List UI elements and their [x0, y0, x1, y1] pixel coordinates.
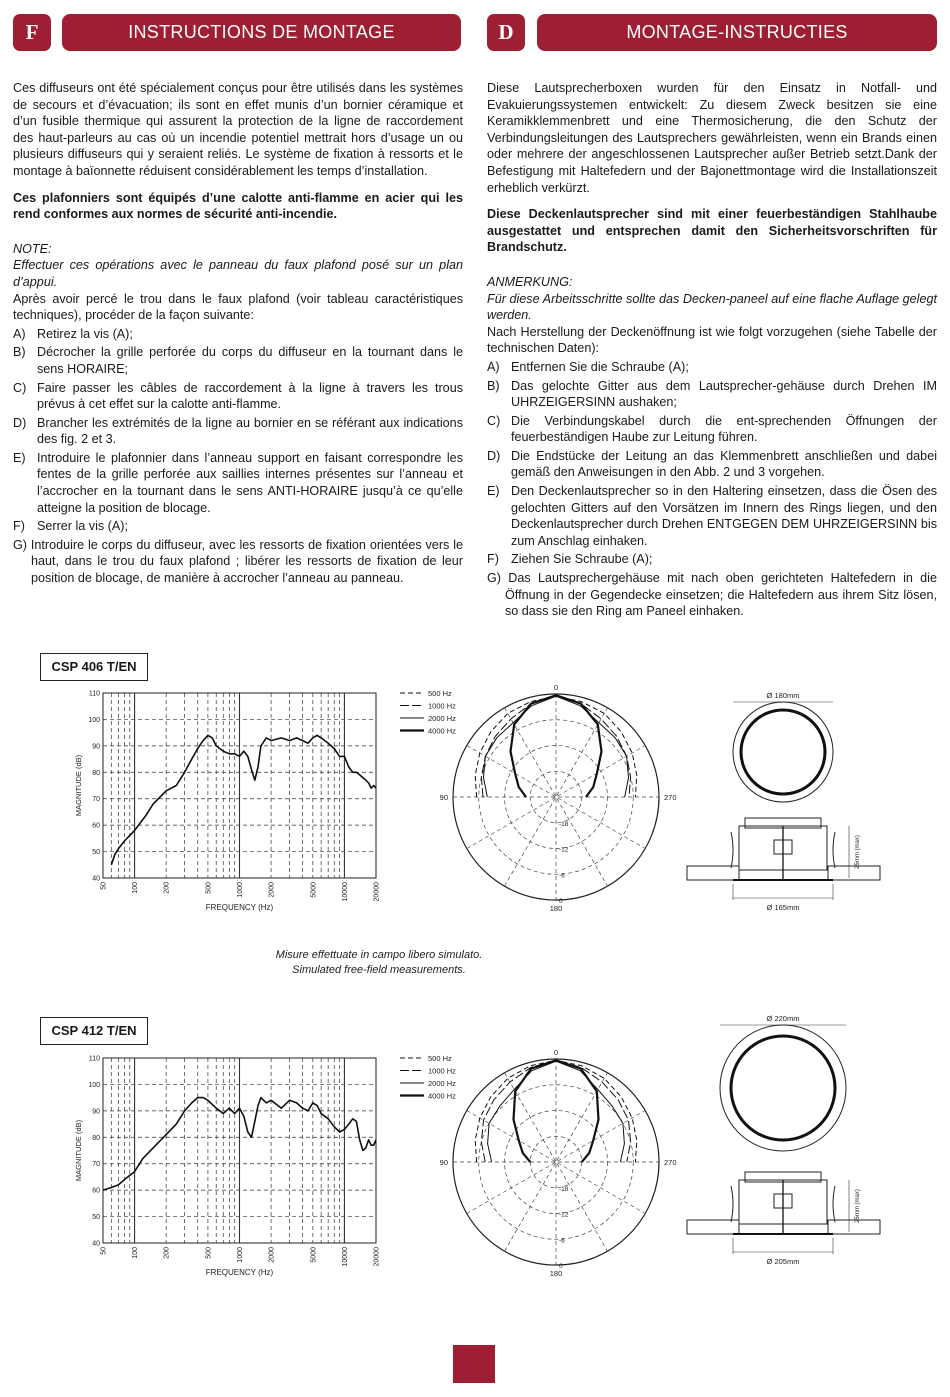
- angle-label: 90: [439, 1158, 448, 1167]
- x-tick-label: 5000: [310, 882, 318, 898]
- step-item: B) Das gelochte Gitter aus dem Lautsprecher-gehäuse durch Drehen IM UHRZEIGERSINN aushaken;: [487, 378, 937, 410]
- model-label: CSP 412 T/EN: [40, 1017, 148, 1045]
- legend-label: 500 Hz: [428, 689, 452, 698]
- step-item: B) Décrocher la grille perforée du corps du diffuseur en la tournant dans le sens HORAIRE;: [13, 345, 463, 376]
- radial-label: -6: [559, 872, 565, 880]
- y-axis-label: MAGNITUDE (dB): [74, 754, 83, 817]
- legend-entry: [400, 714, 456, 723]
- radial-label: -12: [559, 1211, 569, 1219]
- section-letter-de: D: [487, 14, 525, 51]
- speaker-outer-ring: [733, 702, 833, 802]
- angle-label: 180: [549, 904, 563, 913]
- frequency-response-line: [111, 735, 376, 865]
- angle-label: 0: [553, 683, 559, 692]
- y-tick-label: 90: [92, 743, 100, 751]
- model-label: CSP 406 T/EN: [40, 653, 148, 681]
- y-tick-label: 80: [92, 1134, 100, 1142]
- spring-right: [833, 1186, 835, 1222]
- x-tick-label: 20000: [373, 882, 381, 902]
- legend-entry: [400, 1054, 452, 1063]
- procedure-lead: Nach Herstellung der Deckenöffnung ist wie folgt vorzugehen (siehe Tabelle der technischen Daten):: [487, 324, 937, 356]
- legend-entry: [400, 1092, 456, 1101]
- step-item: F) Serrer la vis (A);: [13, 519, 128, 534]
- x-tick-label: 500: [205, 882, 213, 894]
- legend-entry: [400, 689, 452, 698]
- legend-label: 2000 Hz: [428, 1079, 456, 1088]
- step-item: E) Den Deckenlautsprecher so in den Haltering einsetzen, dass die Ösen des gelochten Gitters auf den Vorsätzen im Innern des Rings liegen, und den Deckenlautsprecher durch Drehen ENTGEGEN DEM UHRZEIGERSINN bis zum Anschlag einhaken.: [487, 484, 937, 548]
- speaker-outer-ring: [720, 1025, 846, 1151]
- step-item: A) Entfernen Sie die Schraube (A);: [487, 359, 689, 374]
- y-tick-label: 40: [92, 1240, 100, 1248]
- y-tick-label: 100: [88, 716, 100, 724]
- y-tick-label: 80: [92, 769, 100, 777]
- radial-label: -18: [559, 1185, 569, 1193]
- x-axis-label: FREQUENCY (Hz): [205, 903, 274, 912]
- x-tick-label: 2000: [268, 882, 276, 898]
- legend-label: 500 Hz: [428, 1054, 452, 1063]
- depth-label: 25mm (max): [855, 835, 861, 869]
- x-tick-label: 2000: [268, 1247, 276, 1263]
- note-label: ANMERKUNG:: [487, 274, 573, 289]
- speaker-inner-ring: [731, 1036, 835, 1140]
- y-tick-label: 70: [92, 796, 100, 804]
- y-tick-label: 100: [88, 1081, 100, 1089]
- x-axis-label: FREQUENCY (Hz): [205, 1268, 274, 1277]
- radial-label: -6: [559, 1237, 565, 1245]
- radial-label: -12: [559, 846, 569, 854]
- ceiling-panel-left: [687, 1220, 739, 1234]
- x-tick-label: 50: [100, 1247, 108, 1255]
- step-item: C) Die Verbindungskabel durch die ent-sprechenden Öffnungen der feuerbeständigen Haube zur Leitung führen.: [487, 413, 937, 445]
- ceiling-panel-left: [687, 866, 739, 880]
- speaker-inner-ring: [741, 710, 825, 794]
- legend-entry: [400, 702, 456, 711]
- diameter-label: Ø 180mm: [766, 691, 800, 700]
- legend-entry: [400, 727, 456, 736]
- x-tick-label: 100: [132, 1247, 140, 1259]
- angle-label: 0: [553, 1048, 559, 1057]
- diameter-label: Ø 220mm: [766, 1014, 800, 1023]
- x-tick-label: 200: [163, 1247, 171, 1259]
- spring-right: [833, 832, 835, 868]
- angle-label: 180: [549, 1269, 563, 1278]
- x-tick-label: 1000: [237, 882, 244, 898]
- radial-label: 0: [559, 1263, 563, 1270]
- y-tick-label: 90: [92, 1108, 100, 1116]
- x-tick-label: 50: [100, 882, 108, 890]
- x-tick-label: 20000: [373, 1247, 381, 1267]
- radial-label: 0: [559, 898, 563, 905]
- measurement-caption: Misure effettuate in campo libero simulato. Simulated free-field measurements.: [275, 949, 483, 976]
- legend-label: 2000 Hz: [428, 714, 456, 723]
- x-tick-label: 10000: [341, 882, 349, 902]
- step-item: A) Retirez la vis (A);: [13, 326, 133, 341]
- angle-label: 90: [439, 793, 448, 802]
- section-title-de: MONTAGE-INSTRUCTIES: [537, 14, 937, 51]
- depth-label: 25mm (max): [855, 1189, 861, 1223]
- y-tick-label: 50: [92, 1214, 100, 1222]
- x-tick-label: 100: [132, 882, 140, 894]
- step-item: G) Introduire le corps du diffuseur, avec les ressorts de fixation orientées vers le haut, dans le trou du faux plafond ; libérer les ressorts de fixation de leur position de blocage, de manière à accrocher l’anneau au panneau.: [13, 537, 463, 586]
- legend-entry: [400, 1067, 456, 1076]
- y-tick-label: 60: [92, 822, 100, 830]
- diameter-label: Ø 165mm: [766, 903, 800, 912]
- step-item: D) Brancher les extrémités de la ligne au bornier en se référant aux indications des fig. 2 et 3.: [13, 415, 463, 447]
- bold-paragraph: Ces plafonniers sont équipés d’une calotte anti-flamme en acier qui les rend conformes aux normes de sécurité anti-incendie.: [13, 190, 463, 222]
- y-tick-label: 50: [92, 849, 100, 857]
- intro-paragraph: Ces diffuseurs ont été spécialement conçus pour être utilisés dans les systèmes de secours et d’évacuation; ils sont en effet munis d’un bornier céramique et d’un fusible thermique qui assurent la protection de la ligne de raccordement des haut-parleurs au cas où un incendie potentiel mettrait hors d’usage un ou plusieurs diffuseurs qui y seraient reliés. Le système de fixation à ressorts et le montage à baïonnette réduisent considérablement les temps d’installation.: [13, 81, 463, 178]
- ceiling-panel-right: [828, 866, 880, 880]
- y-tick-label: 60: [92, 1187, 100, 1195]
- x-tick-label: 200: [163, 882, 171, 894]
- step-item: E) Introduire le plafonnier dans l’anneau support en faisant correspondre les fentes de la grille perforée aux saillies internes présentes sur l’anneau et l’accrocher en la tournant dans le sens ANTI-HORAIRE jusqu’à ce qu’elle atteigne la position de blocage.: [13, 450, 463, 515]
- legend-label: 4000 Hz: [428, 726, 456, 736]
- y-axis-label: MAGNITUDE (dB): [74, 1119, 83, 1182]
- spring-left: [731, 1186, 733, 1222]
- step-item: D) Die Endstücke der Leitung an das Klemmenbrett anschließen und dabei gemäß den Anweisungen in den Abb. 2 und 3 vorgehen.: [487, 448, 937, 480]
- x-tick-label: 5000: [310, 1247, 318, 1263]
- step-item: C) Faire passer les câbles de raccordement à la ligne à travers les trous prévus à cet effet sur la calotte anti-flamme.: [13, 380, 463, 412]
- legend-label: 1000 Hz: [428, 701, 456, 711]
- x-tick-label: 10000: [341, 1247, 349, 1267]
- spring-left: [731, 832, 733, 868]
- step-item: G) Das Lautsprechergehäuse mit nach oben gerichteten Haltefedern in die Öffnung in der Gegendecke einsetzen; die Haltefedern aus ihrem Sitz lösen, so dass sie den Ring am Paneel einhaken.: [487, 571, 937, 619]
- y-tick-label: 40: [92, 875, 100, 883]
- section-letter-fr: F: [13, 14, 51, 51]
- speaker-side-view: [687, 818, 880, 900]
- legend-label: 1000 Hz: [428, 1066, 456, 1076]
- speaker-side-view: [687, 1172, 880, 1254]
- y-tick-label: 110: [88, 1055, 100, 1063]
- y-tick-label: 70: [92, 1161, 100, 1169]
- y-tick-label: 110: [88, 690, 100, 698]
- note-text: Effectuer ces opérations avec le panneau du faux plafond posé sur un plan d’appui.: [13, 258, 463, 289]
- intro-paragraph: Diese Lautsprecherboxen wurden für den Einsatz in Notfall- und Evakuierungssystemen entwickelt: Zu diesem Zweck besitzen sie eine Keramikklemmenbrett und eine Thermosicherung, die den Schutz der Verbindungsleitungen des Lautsprechers gewährleisten, wenn ein Brands einen oder mehrere der angeschlossenen Lautsprecher außer Betrieb setzt.Dank der Befestigung mit Haltefedern und der Bajonettmontage wird die Installationszeit erheblich verkürzt.: [487, 81, 937, 195]
- page-number-box: [453, 1345, 495, 1383]
- note-label: NOTE:: [13, 241, 52, 256]
- radial-label: -18: [559, 820, 569, 828]
- procedure-lead: Après avoir percé le trou dans le faux plafond (voir tableau caractéristiques techniques), procéder de la façon suivante:: [13, 291, 463, 323]
- bold-paragraph: Diese Deckenlautsprecher sind mit einer feuerbeständigen Stahlhaube ausgestattet und entsprechen damit den Sicherheitsvorschriften für Brandschutz.: [487, 207, 937, 255]
- legend-entry: [400, 1079, 456, 1088]
- diameter-label: Ø 205mm: [766, 1257, 800, 1266]
- x-tick-label: 1000: [237, 1247, 244, 1263]
- section-title-fr: INSTRUCTIONS DE MONTAGE: [62, 14, 461, 51]
- angle-label: 270: [664, 793, 677, 802]
- step-item: F) Ziehen Sie Schraube (A);: [487, 552, 653, 567]
- note-text: Für diese Arbeitsschritte sollte das Decken-paneel auf eine flache Auflage gelegt werden.: [487, 291, 937, 323]
- ceiling-panel-right: [828, 1220, 880, 1234]
- angle-label: 270: [664, 1158, 677, 1167]
- legend-label: 4000 Hz: [428, 1091, 456, 1101]
- x-tick-label: 500: [205, 1247, 213, 1259]
